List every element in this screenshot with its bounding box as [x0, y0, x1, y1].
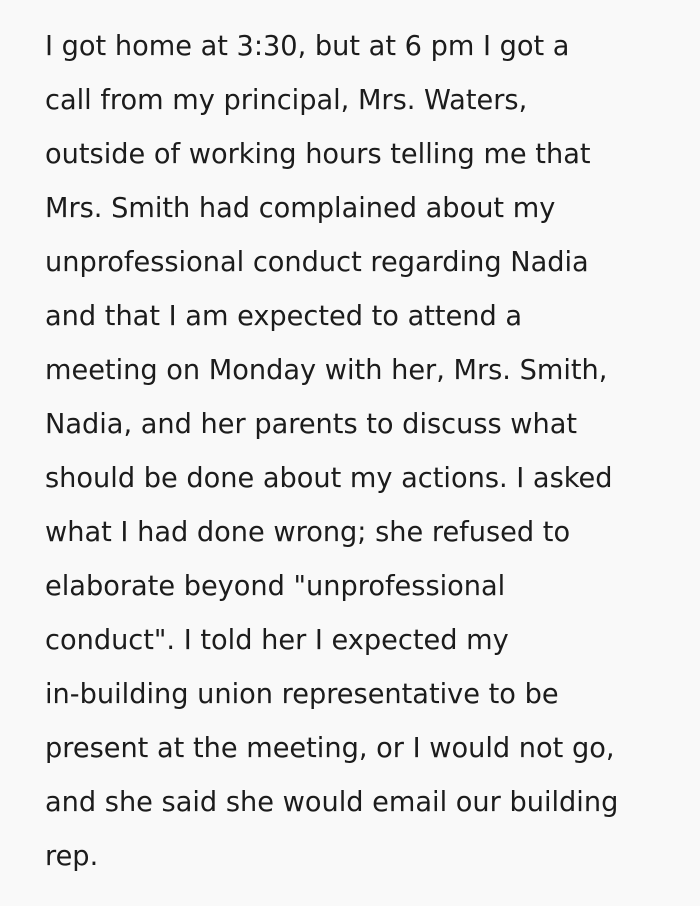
text-line: should be done about my actions. I asked	[45, 463, 613, 494]
text-line: unprofessional conduct regarding Nadia	[45, 247, 589, 278]
text-line: and that I am expected to attend a	[45, 301, 523, 332]
text-line: elaborate beyond "unprofessional	[45, 571, 506, 602]
text-line: rep.	[45, 841, 99, 872]
text-line: meeting on Monday with her, Mrs. Smith,	[45, 355, 608, 386]
text-line: Nadia, and her parents to discuss what	[45, 409, 578, 440]
text-line: and she said she would email our building	[45, 787, 619, 818]
text-line: I got home at 3:30, but at 6 pm I got a	[45, 31, 570, 62]
text-line: Mrs. Smith had complained about my	[45, 193, 556, 224]
text-line: outside of working hours telling me that	[45, 139, 591, 170]
text-line: conduct". I told her I expected my	[45, 625, 509, 656]
text-line: present at the meeting, or I would not go,	[45, 733, 615, 764]
text-line: call from my principal, Mrs. Waters,	[45, 85, 528, 116]
post-text	[45, 20, 685, 884]
text-line: what I had done wrong; she refused to	[45, 517, 571, 548]
text-line: in-building union representative to be	[45, 679, 559, 710]
